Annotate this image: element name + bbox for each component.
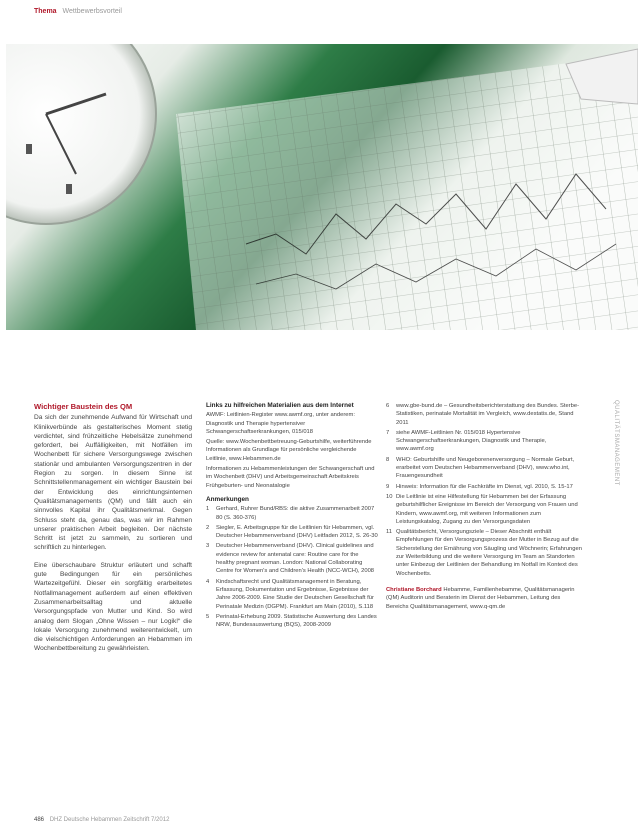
notes-list [206,505,378,629]
notes-title: Anmerkungen [206,495,249,503]
list-item: 6 www.gbe-bund.de – Gesundheitsberichterstattung des Bundes. Sterbe-Statistiken, perinatale Mortalität im Vergleich, www.destatis.de, Stand 2011 [386,403,580,426]
header-thema: Thema [34,8,57,15]
column-main-text [34,402,192,662]
header-photo [6,44,638,330]
note-text: Siegler, E. Arbeitsgruppe für die Leitlinien für Hebammen, vgl. Deutscher Hebammenverband (DHV) Leitfaden 2012, S. 26-30 [216,524,378,540]
header-subtitle: Wettbewerbsvorteil [62,8,122,15]
note-text: siehe AWMF-Leitlinien Nr. 015/018 Hypertensive Schwangerschaftserkrankungen, Diagnostik und Therapie, www.awmf.org [396,429,547,453]
page-header [34,8,122,15]
paragraph: Da sich der zunehmende Aufwand für Wirtschaft und Klinikverbünde als gestalterisches Moment stetig verdichtet, sind frühzeitliche Hebelsätze zunehmend gefordert, bei Auffälligkeiten, mit Notfällen im Wochenbett für sichere Versorgungswege zwischen stationär und ambulanten Versorgungszentren in der Region zu sorgen. In diesem Sinne ist Schnittstellenmanagement ein wichtiger Baustein bei der Entwicklung des einrichtungsinternen Qualitätsmanagements (QM) und fällt auch ein sinnvolles Kapital ihr Qualitätsmerkmal. Gegen Schluss steht da, genau das, was wir im Rahmen unserer praktischen Arbeit begleiten. Der nächste Schritt ist jetzt zu sammeln, zu sortieren und schriftlich zu hinterlegen. [34,414,192,552]
note-text: Gerhard, Ruhrer Bund/RBS: die aktive Zusammenarbeit 2007 80 (S. 360-376) [216,506,375,521]
note-text: Qualitätsbericht, Versorgungsziele – Dieser Abschnitt enthält Empfehlungen für den Versorgungsprozess der Mutter in Bezug auf die Sicherstellung der Ernährung von Säugling und Wöchnerin; Erfahrungen zur Weiterbildung und die weitere Versorgung im Team an Standorten unter Einbezug der Leitlinien der Behandlung im Notfall im Kontext des Wochenbetts. [396,529,582,577]
list-item: 11 Qualitätsbericht, Versorgungsziele – Dieser Abschnitt enthält Empfehlungen für den Versorgungsprozess der Mutter in Bezug auf die Sicherstellung der Ernährung von Säugling und Wöchnerin; Erfahrungen zur Weiterbildung und die weitere Versorgung im Team an Standorten unter Einbezug der Leitlinien der Behandlung im Notfall im Kontext des Wochenbetts. [386,529,582,577]
link-text[interactable]: Informationen zu Hebammenleistungen der Schwangerschaft und im Wochenbett (DHV) und Arbeitsgemeinschaft Arbeitskreis Frühgeburten- und Neonatalogie [206,466,375,489]
note-text: WHO: Geburtshilfe und Neugeborenenversorgung – Normale Geburt, erarbeitet vom Deutschen Hebammenverband (DHV), www.who.int, Frauengesundheit [396,456,575,480]
list-item: 1 Gerhard, Ruhrer Bund/RBS: die aktive Zusammenarbeit 2007 80 (S. 360-376) [206,506,375,521]
list-item: 8 WHO: Geburtshilfe und Neugeborenenversorgung – Normale Geburt, erarbeitet vom Deutschen Hebammenverband (DHV), www.who.int, Frauengesundheit [386,456,575,480]
list-item: 4 Kindschaftsrecht und Qualitätsmanagement in Beratung, Erfassung, Dokumentation und Ergebnisse, Ergebnisse der Jahre 2006-2009. Eine Studie der Deutschen Gesellschaft für Perinatale Medizin (DGPM). Frankfurt am Main (2010), S.118 [206,578,374,610]
note-text: Kindschaftsrecht und Qualitätsmanagement in Beratung, Erfassung, Dokumentation und Ergebnisse, Ergebnisse der Jahre 2006-2009. Eine Studie der Deutschen Gesellschaft für Perinatale Medizin (DGPM). Frankfurt am Main (2010), S.118 [216,578,374,610]
page-footer [34,817,169,823]
link-text[interactable]: AWMF: Leitlinien-Register www.awmf.org, unter anderem: Diagnostik und Therapie hypertensiver Schwangerschaftserkrankungen, 015/018 [206,412,355,435]
publication-name: DHZ Deutsche Hebammen Zeitschrift 7/2012 [49,817,170,823]
list-item: 9 Hinweis: Information für die Fachkräfte im Dienst, vgl. 2010, S. 15-17 [386,483,573,490]
list-item: 7 siehe AWMF-Leitlinien Nr. 015/018 Hypertensive Schwangerschaftserkrankungen, Diagnostik und Therapie, www.awmf.org [386,429,547,453]
photo-graphic [6,44,638,330]
page-number: 486 [34,817,45,823]
note-text: Hinweis: Information für die Fachkräfte im Dienst, vgl. 2010, S. 15-17 [396,483,573,490]
author-bio [386,586,582,611]
note-text: Perinatal-Erhebung 2009. Statistische Auswertung des Landes NRW, Bundesauswertung (BQS), 2008-2009 [216,613,377,629]
author-name: Christiane Borchard [386,586,442,593]
links-title: Links zu hilfreichen Materialien aus dem Internet [206,402,354,409]
list-item: 10 Die Leitlinie ist eine Hilfestellung für Hebammen bei der Erfassung geburtshilflicher Ereignisse im Bereich der Versorgung von Frauen und Kindern, www.awmf.org, mit weiteren Informationen zum Leistungskatalog, Zugang zu den Versorgungsdaten [386,493,578,525]
link-text[interactable]: Quelle: www.Wochenbettbetreuung-Geburtshilfe, weiterführende Informationen als Grundlage für persönliche vergleichende Leitlinie, www.Hebammen.de [206,439,372,462]
notes-list-continued [386,402,582,578]
section-title: Wichtiger Baustein des QM [34,402,133,411]
column-links [206,402,378,631]
paragraph: Eine überschaubare Struktur erläutert und schafft gute Bedingungen für ein persönliches Wartezeitgefühl. Dieser ein sorgfältig erarbeitetes Notfallmanagement außerdem auf einen effektiven Zusammenarbeitsalltag und aktuelle Versorgungspfade von Mutter und Kind. So wird analog dem Slogan „Ohne Wissen – nur Logik!“ die lokale Versorgung zunehmend weiterentwickelt, um die vielschichtigen Anforderungen an Hebammen im Wochenbettbereitung zu gewährleisten. [34,561,192,653]
column-notes-continued [386,402,582,613]
note-text: www.gbe-bund.de – Gesundheitsberichterstattung des Bundes. Sterbe-Statistiken, perinatale Mortalität im Vergleich, www.destatis.de, Stand 2011 [396,403,580,426]
list-item: 5 Perinatal-Erhebung 2009. Statistische Auswertung des Landes NRW, Bundesauswertung (BQS), 2008-2009 [206,613,377,629]
note-text: Die Leitlinie ist eine Hilfestellung für Hebammen bei der Erfassung geburtshilflicher Ereignisse im Bereich der Versorgung von Frauen und Kindern, www.awmf.org, mit weiteren Informationen zum Leistungskatalog, Zugang zu den Versorgungsdaten [396,493,578,525]
side-section-tag: QUALITÄTSMANAGEMENT [613,400,619,486]
list-item: 2 Siegler, E. Arbeitsgruppe für die Leitlinien für Hebammen, vgl. Deutscher Hebammenverband (DHV) Leitfaden 2012, S. 26-30 [206,524,378,540]
list-item: 3 Deutscher Hebammenverband (DHV). Clinical guidelines and evidence review for antenatal care: Routine care for the healthy pregnant woman. London: National Collaborating Centre for Women's and Children's Health (NCC-WCH), 2008 [206,543,375,575]
note-text: Deutscher Hebammenverband (DHV). Clinical guidelines and evidence review for antenatal care: Routine care for the healthy pregnant woman. London: National Collaborating Centre for Women's and Children's Health (NCC-WCH), 2008 [216,543,375,575]
author-text: Hebamme, Familienhebamme, Qualitätsmanagerin (QM) Auditorin und Beraterin im Dienst der Hebammen, Leitung des Bereichs Qualitätsmanagement, www.q-qm.de [386,586,575,610]
